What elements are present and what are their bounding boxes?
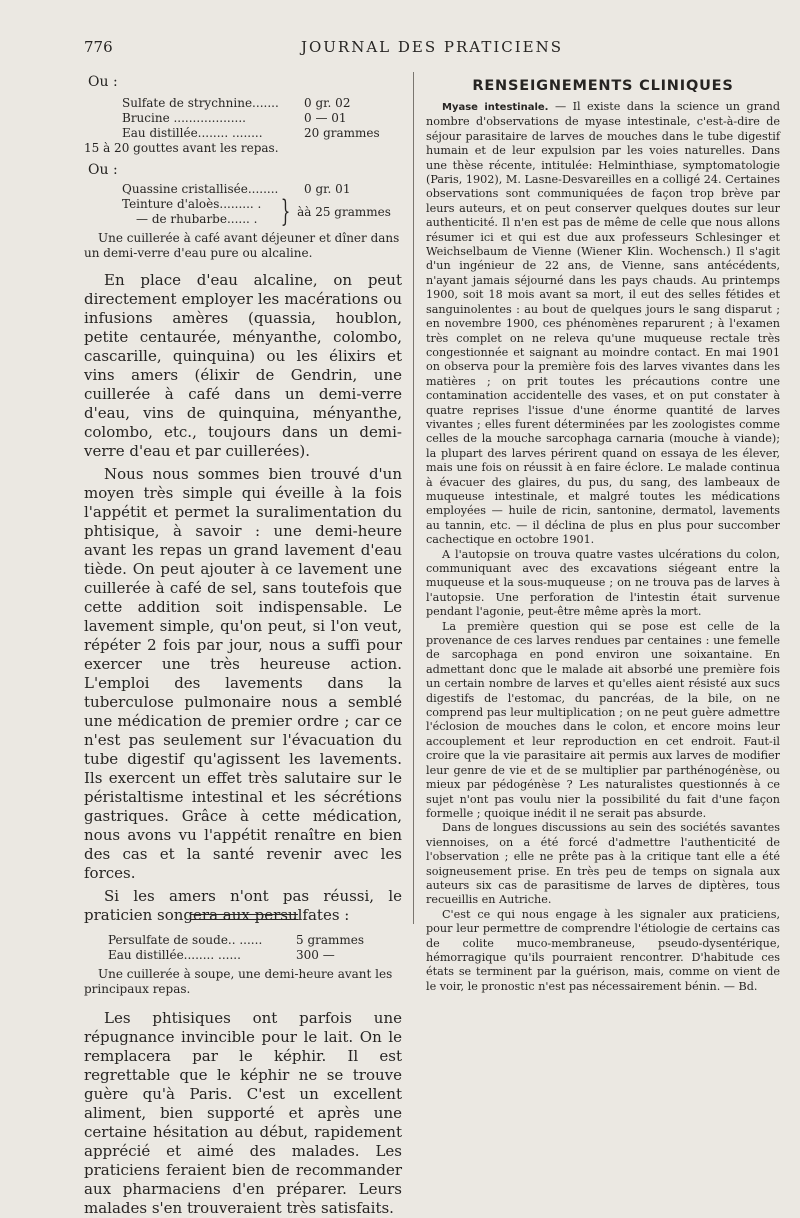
brace-quantity: àà 25 grammes xyxy=(297,204,391,219)
column-divider xyxy=(413,72,414,924)
prescription-line: Quassine cristallisée........ 0 gr. 01 xyxy=(122,182,351,196)
journal-title: JOURNAL DES PRATICIENS xyxy=(300,38,564,56)
dosage-note-2: Une cuillerée à café avant déjeuner et dîner dans un demi-verre d'eau pure ou alcaline. xyxy=(84,231,400,260)
paragraph: A l'autopsie on trouva quatre vastes ulcérations du colon, communiquant avec des excavations siégeant entre la muqueuse et la sous-muqueuse ; on ne trouva pas de larves à l'autopsie. Une perforation de l'intestin était survenue pendant l'agonie, peut-être même après la mort. xyxy=(426,547,780,619)
left-column xyxy=(84,74,402,1218)
prescription-1 xyxy=(122,96,402,141)
prescription-2 xyxy=(122,182,402,227)
paragraph: Si les amers n'ont pas réussi, le praticien songera aux persulfates : xyxy=(84,887,402,924)
ou-label-1: Ou : xyxy=(88,74,118,90)
paragraph xyxy=(426,100,780,548)
prescription-line: — de rhubarbe...... . xyxy=(136,212,258,226)
paragraph: Les phtisiques ont parfois une répugnance invincible pour le lait. On le remplacera par le képhir. Il est regrettable que le képhir ne se trouve guère qu'à Paris. C'est un excellent aliment, bien supporté et après une certaine hésitation au début, rapidement apprécié et aimé des malades. Les praticiens feraient bien de recommander aux pharmaciens d'en préparer. Leurs malades s'en trouveraient très satisfaits. xyxy=(84,1009,402,1217)
brace-symbol: } xyxy=(280,194,291,229)
page-number: 776 xyxy=(84,38,113,56)
ou-label-2: Ou : xyxy=(88,162,118,178)
paragraph: En place d'eau alcaline, on peut directement employer les macérations ou infusions amères (quassia, houblon, petite centaurée, ményanthe, colombo, cascarille, quinquina) ou les élixirs et vins amers (élixir de Gendrin, une cuillerée à café dans un demi-verre d'eau, vins de quinquina, ményanthe, colombo, etc., toujours dans un demi-verre d'eau et par cuillerées). xyxy=(84,271,402,460)
paragraph-text: — Il existe dans la science un grand nombre d'observations de myase intestinale, c'est-à-dire de séjour parasitaire de larves de mouches dans le tube digestif humain et de leur expulsion par les voies naturelles. Dans une thèse récente, intitulée: Helminthiase, symptomatologie (Paris, 1902), M. Lasne-Desvareilles en a colligé 24. Certaines observations sont communiquées de façon trop brève par leurs auteurs, et on peut conserver quelques doutes sur leur authenticité. Il n'en est pas de même de celle que nous allons résumer ici et qui est due aux professeurs Schlesinger et Weichselbaum de Vienne (Wiener Klin. Wochensch.) Il s'agit d'un ingénieur de 22 ans, de Vienne, sans antécédents, n'ayant jamais séjourné dans les pays chauds. Au printemps 1900, soit 18 mois avant sa mort, il eut des selles fétides et sanguinolentes : au bout de quelques jours le sang disparut ; en novembre 1900, ces phénomènes reparurent ; à l'examen très complet on ne releva qu'une muqueuse rectale très congestionnée et saignant au moindre contact. En mai 1901 on observa pour la première fois des larves vivantes dans les matières ; on prit toutes les précautions contre une contamination accidentelle des vases, et on put constater à quatre reprises l'issue d'une énorme quantité de larves vivantes ; elles furent déterminées par les zoologistes comme celles de la mouche sarcophaga carnaria (mouche à viande); la plupart des larves périrent quand on essaya de les élever, mais une fois on réussit à en faire éclore. Le malade continua à évacuer des glaires, du pus, du sang, des lambeaux de muqueuse intestinale, et malgré toutes les médications employées — huile de ricin, santonine, dermatol, lavements au tannin, etc. — il déclina de plus en plus pour succomber cachectique en octobre 1901. xyxy=(426,100,780,547)
paragraph: C'est ce qui nous engage à les signaler aux praticiens, pour leur permettre de comprendre l'étiologie de certains cas de colite muco-membraneuse, pseudo-dysentérique, hémorragique qu'ils pourraient rencontrer. D'habitude ces états se terminent par la guérison, mais, comme on vient de le voir, le pronostic n'est pas nécessairement bénin. — Bd. xyxy=(426,907,780,993)
paragraph: Dans de longues discussions au sein des sociétés savantes viennoises, on a été forcé d'admettre l'authenticité de l'observation ; elle ne prête pas à la critique tant elle a été soigneusement prise. En très peu de temps on signala aux auteurs six cas de parasitisme de larves de diptères, tous recueillis en Autriche. xyxy=(426,821,780,907)
prescription-3 xyxy=(108,933,402,963)
dosage-note-3: Une cuillerée à soupe, une demi-heure avant les principaux repas. xyxy=(84,967,393,996)
section-heading: RENSEIGNEMENTS CLINIQUES xyxy=(472,78,734,94)
section-end-rule xyxy=(190,914,298,920)
prescription-line: Eau distillée........ ...... 300 — xyxy=(108,948,335,962)
right-column xyxy=(426,74,780,994)
prescription-line: Teinture d'aloès......... . xyxy=(122,197,262,211)
article-lead: Myase intestinale. xyxy=(442,102,549,113)
prescription-line: Persulfate de soude.. ...... 5 grammes xyxy=(108,933,365,947)
prescription-line: Brucine ................... 0 — 01 xyxy=(122,111,347,125)
page-header xyxy=(84,38,780,58)
paragraph: Nous nous sommes bien trouvé d'un moyen très simple qui éveille à la fois l'appétit et permet la suralimentation du phtisique, à savoir : une demi-heure avant les repas un grand lavement d'eau tiède. On peut ajouter à ce lavement une cuillerée à café de sel, sans toutefois que cette addition soit indispensable. Le lavement simple, qu'on peut, si l'on veut, répéter 2 fois par jour, nous a suffi pour exercer une très heureuse action. L'emploi des lavements dans la tuberculose pulmonaire nous a semblé une médication de premier ordre ; car ce n'est pas seulement sur l'évacuation du tube digestif qu'agissent les lavements. Ils exercent un effet très salutaire sur le péristaltisme intestinal et les sécrétions gastriques. Grâce à cette médication, nous avons vu l'appétit renaître en bien des cas et la santé revenir avec les forces. xyxy=(84,465,402,882)
prescription-line: Eau distillée........ ........ 20 grammes xyxy=(122,126,380,140)
dosage-note-1: 15 à 20 gouttes avant les repas. xyxy=(84,141,279,155)
prescription-line: Sulfate de strychnine....... 0 gr. 02 xyxy=(122,96,351,110)
paragraph: La première question qui se pose est celle de la provenance de ces larves rendues par centaines : une femelle de sarcophaga en pond environ une soixantaine. En admettant donc que le malade ait absorbé une première fois un certain nombre de larves et qu'elles aient résisté aux sucs digestifs de l'estomac, du pancréas, de la bile, on ne comprend pas leur multiplication ; on ne peut guère admettre l'éclosion de mouches dans le colon, et encore moins leur accouplement et leur reproduction en cet endroit. Faut-il croire que la vie parasitaire ait permis aux larves de modifier leur genre de vie et de se multiplier par parthénogénèse, ou mieux par pédogénèse ? Les naturalistes questionnés à ce sujet n'ont pas voulu nier la possibilité du fait d'une façon formelle ; quoique inédit il ne serait pas absurde. xyxy=(426,619,780,820)
brace-group xyxy=(122,194,402,229)
